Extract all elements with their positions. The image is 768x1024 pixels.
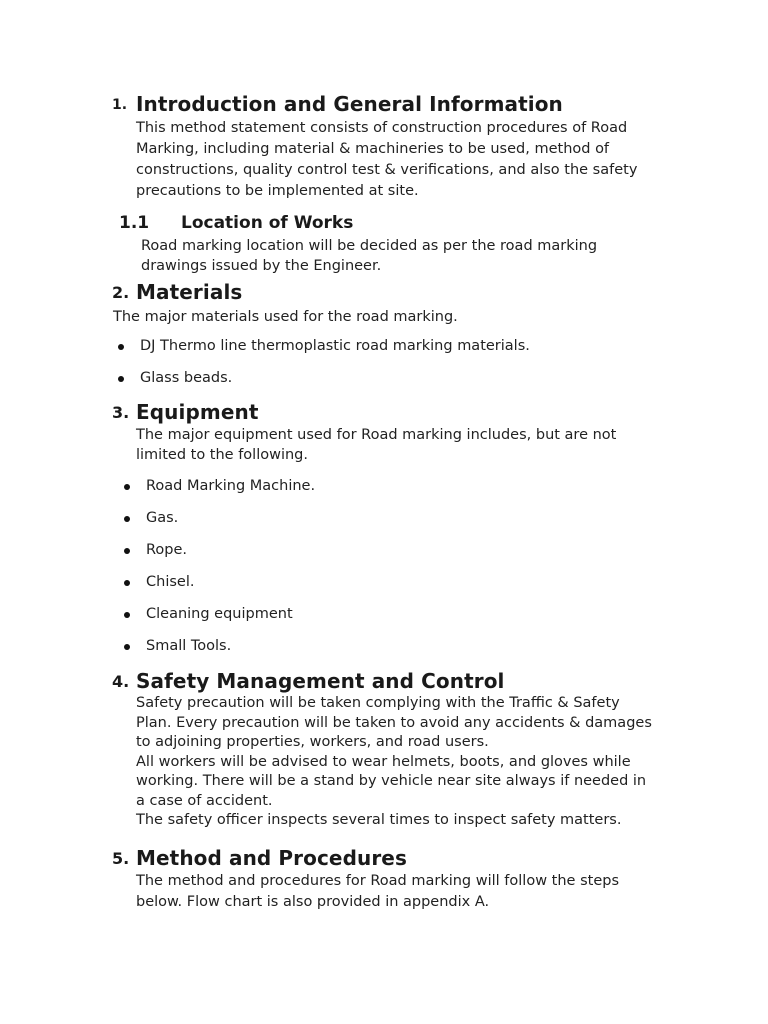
bullet-icon xyxy=(124,516,130,522)
section-2-heading: Materials xyxy=(136,280,243,304)
text-line: The method and procedures for Road marking will follow the steps xyxy=(136,873,619,889)
text-line: The major equipment used for Road marking includes, but are not xyxy=(136,427,617,443)
text-line: constructions, quality control test & verifications, and also the safety xyxy=(136,162,638,178)
section-4-number: 4. xyxy=(112,672,130,691)
bullet-icon xyxy=(118,376,124,382)
bullet-icon xyxy=(124,548,130,554)
list-item-text: Small Tools. xyxy=(146,638,232,654)
section-4-heading: Safety Management and Control xyxy=(136,669,505,693)
text-line: Safety precaution will be taken complying with the Traffic & Safety xyxy=(136,695,620,711)
text-line: Marking, including material & machineries to be used, method of xyxy=(136,141,610,157)
subsection-1-1-heading: Location of Works xyxy=(181,213,354,233)
text-line: a case of accident. xyxy=(136,792,273,809)
section-5-paragraph xyxy=(136,871,619,913)
list-item-text: Gas. xyxy=(146,510,179,526)
section-1-number: 1. xyxy=(112,97,128,113)
text-line: The major materials used for the road marking. xyxy=(113,309,458,325)
list-item-text: Glass beads. xyxy=(140,370,233,386)
section-3-heading: Equipment xyxy=(136,400,259,424)
text-line: limited to the following. xyxy=(136,446,308,463)
list-item-text: Road Marking Machine. xyxy=(146,478,316,494)
section-5-number: 5. xyxy=(112,849,130,868)
section-5-heading: Method and Procedures xyxy=(136,846,407,870)
text-line: drawings issued by the Engineer. xyxy=(141,257,382,274)
list-item-text: Cleaning equipment xyxy=(146,606,293,622)
bullet-icon xyxy=(124,644,130,650)
section-3-paragraph xyxy=(136,426,616,465)
text-line: precautions to be implemented at site. xyxy=(136,183,419,199)
section-3-number: 3. xyxy=(112,403,130,422)
text-line: This method statement consists of construction procedures of Road xyxy=(136,120,628,136)
section-2-paragraph xyxy=(113,307,458,328)
subsection-1-1-paragraph xyxy=(141,237,597,276)
section-1-heading: Introduction and General Information xyxy=(136,92,563,116)
section-1-paragraph xyxy=(136,118,637,202)
text-line: The safety officer inspects several times to inspect safety matters. xyxy=(136,812,622,828)
bullet-icon xyxy=(118,344,124,350)
list-item-text: Chisel. xyxy=(146,574,195,590)
section-2-number: 2. xyxy=(112,283,130,302)
text-line: below. Flow chart is also provided in appendix A. xyxy=(136,894,490,910)
text-line: to adjoining properties, workers, and road users. xyxy=(136,734,489,750)
list-item-text: DJ Thermo line thermoplastic road marking materials. xyxy=(140,338,530,354)
subsection-1-1-number: 1.1 xyxy=(119,213,150,233)
text-line: working. There will be a stand by vehicle near site always if needed in xyxy=(136,773,647,789)
bullet-icon xyxy=(124,580,130,586)
text-line: Road marking location will be decided as per the road marking xyxy=(141,238,598,254)
list-item-text: Rope. xyxy=(146,542,188,558)
section-4-paragraph xyxy=(136,694,652,831)
text-line: Plan. Every precaution will be taken to avoid any accidents & damages xyxy=(136,714,652,731)
text-line: All workers will be advised to wear helmets, boots, and gloves while xyxy=(136,753,631,770)
bullet-icon xyxy=(124,612,130,618)
bullet-icon xyxy=(124,484,130,490)
